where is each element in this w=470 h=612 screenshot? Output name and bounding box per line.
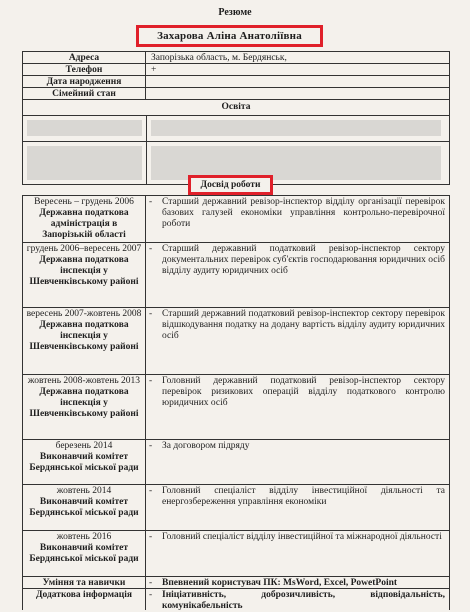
job-period: жовтень 2008-жовтень 2013 bbox=[27, 376, 141, 386]
list-bullet: - bbox=[149, 244, 153, 254]
job-row bbox=[22, 439, 450, 485]
candidate-name bbox=[136, 25, 323, 47]
skills-value: Впевнений користувач ПК: MsWord, Excel, PowetPoint bbox=[162, 578, 398, 588]
document-title: Резюме bbox=[218, 7, 252, 18]
job-row bbox=[22, 307, 450, 375]
job-organization: Державна податкова інспекція у Шевченківському районі bbox=[29, 320, 139, 352]
job-position: Старший державний податковий ревізор-інспектор сектору перевірок відшкодування податку на додану вартість відділу аудиту юридичних осіб bbox=[162, 309, 445, 341]
job-period: жовтень 2016 bbox=[56, 532, 112, 542]
job-position: Головний спеціаліст відділу інвестиційної діяльності та енергозбереження управління економіки bbox=[162, 486, 445, 507]
list-bullet: - bbox=[149, 197, 153, 207]
redacted-area bbox=[27, 146, 142, 180]
phone-value: + bbox=[151, 65, 157, 75]
job-position: Головний державний податковий ревізор-інспектор сектору перевірок ризикових операцій відділу податкового контролю юридичних осіб bbox=[162, 376, 445, 408]
experience-header bbox=[188, 175, 273, 195]
job-organization: Виконавчий комітет Бердянської міської ради bbox=[29, 452, 139, 473]
birthdate-label: Дата народження bbox=[23, 76, 146, 87]
job-period-cell bbox=[23, 243, 146, 307]
job-row bbox=[22, 195, 450, 243]
experience-header-text: Досвід роботи bbox=[200, 180, 261, 190]
redacted-area bbox=[27, 120, 142, 136]
job-position: Головний спеціаліст відділу інвестиційної та міжнародної діяльності bbox=[162, 532, 442, 542]
job-period-cell bbox=[23, 375, 146, 439]
phone-label: Телефон bbox=[23, 64, 146, 75]
job-period-cell bbox=[23, 440, 146, 484]
list-bullet: - bbox=[149, 441, 153, 451]
list-bullet: - bbox=[149, 532, 153, 542]
job-period-cell bbox=[23, 308, 146, 374]
marital-status-value bbox=[151, 88, 445, 89]
additional-info-value: Ініціативність, доброзичливість, відповідальність, комунікабельність bbox=[162, 590, 445, 611]
additional-info-row bbox=[22, 588, 450, 610]
additional-info-label: Додаткова інформація bbox=[23, 589, 146, 610]
candidate-name-text: Захарова Аліна Анатоліївна bbox=[157, 30, 302, 42]
education-row-divider bbox=[23, 141, 449, 142]
education-column-divider bbox=[146, 116, 147, 184]
job-position: За договором підряду bbox=[162, 441, 250, 451]
address-label: Адреса bbox=[23, 52, 146, 63]
job-organization: Державна податкова інспекція у Шевченківському районі bbox=[29, 387, 139, 419]
marital-status-label: Сімейний стан bbox=[23, 88, 146, 99]
list-bullet: - bbox=[149, 309, 153, 319]
redacted-area bbox=[151, 120, 441, 136]
job-period-cell bbox=[23, 485, 146, 530]
list-bullet: - bbox=[149, 590, 153, 600]
birthdate-value bbox=[151, 76, 445, 77]
list-bullet: - bbox=[149, 578, 153, 588]
job-period: грудень 2006–вересень 2007 bbox=[26, 244, 142, 254]
skills-label: Уміння та навички bbox=[23, 577, 146, 588]
education-header: Освіта bbox=[22, 99, 450, 116]
job-period: Вересень – грудень 2006 bbox=[34, 197, 134, 207]
job-period-cell bbox=[23, 196, 146, 242]
job-organization: Державна податкова адміністрація в Запорізькій області bbox=[39, 208, 129, 240]
job-period: вересень 2007-жовтень 2008 bbox=[26, 309, 142, 319]
job-organization: Виконавчий комітет Бердянської міської ради bbox=[29, 497, 139, 518]
job-period: березень 2014 bbox=[55, 441, 113, 451]
address-value: Запорізька область, м. Бердянськ, bbox=[151, 53, 287, 63]
job-row bbox=[22, 484, 450, 531]
job-period: жовтень 2014 bbox=[56, 486, 112, 496]
job-row bbox=[22, 374, 450, 440]
job-organization: Виконавчий комітет Бердянської міської ради bbox=[29, 543, 139, 564]
job-row bbox=[22, 242, 450, 308]
job-row bbox=[22, 530, 450, 577]
list-bullet: - bbox=[149, 376, 153, 386]
job-position: Старший державний податковий ревізор-інспектор сектору документальних перевірок суб'єктів господарювання юридичних осіб відділу аудиту юридичних осіб bbox=[162, 244, 445, 276]
job-organization: Державна податкова інспекція у Шевченківському районі bbox=[29, 255, 139, 287]
list-bullet: - bbox=[149, 486, 153, 496]
job-position: Старший державний ревізор-інспектор відділу організації перевірок базових галузей економіки управління контрольно-перевірочної роботи bbox=[162, 197, 445, 229]
job-period-cell bbox=[23, 531, 146, 576]
